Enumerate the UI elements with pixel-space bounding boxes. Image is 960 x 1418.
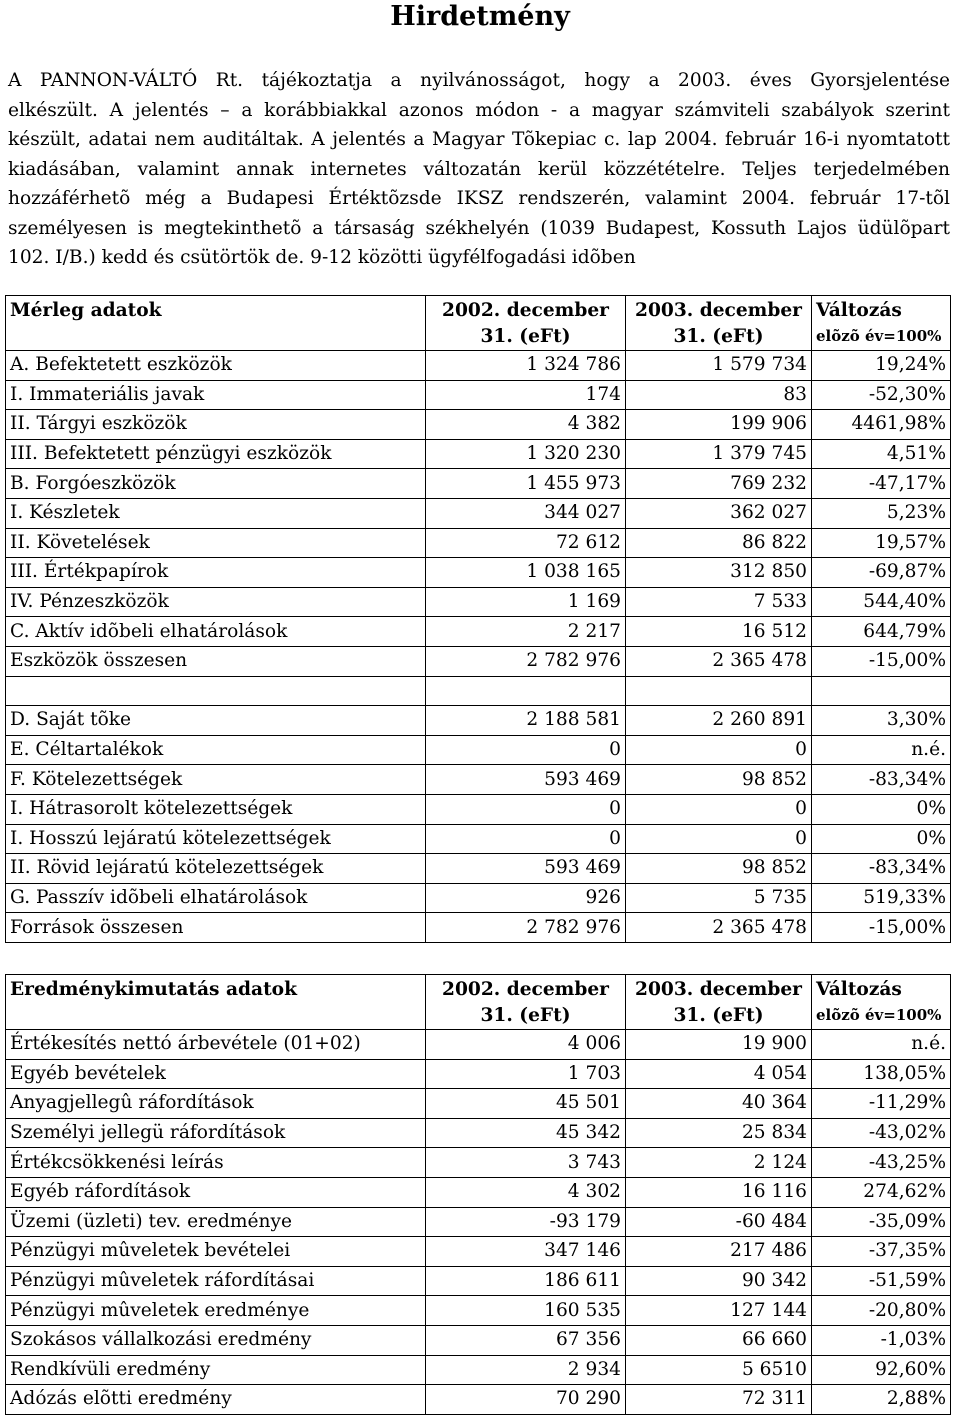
- change-percent: 4,51%: [812, 439, 951, 469]
- value-2003: [626, 676, 812, 706]
- balance-header-label: Mérleg adatok: [6, 296, 426, 351]
- value-2003: 0: [626, 794, 812, 824]
- value-2002: 72 612: [426, 528, 626, 558]
- row-label: Eszközök összesen: [6, 646, 426, 676]
- balance-header-row: [6, 296, 951, 351]
- change-percent: -51,59%: [812, 1266, 951, 1296]
- value-2003: 4 054: [626, 1059, 812, 1089]
- balance-body: [6, 351, 951, 943]
- value-2002: 160 535: [426, 1296, 626, 1326]
- change-percent: 138,05%: [812, 1059, 951, 1089]
- value-2003: 127 144: [626, 1296, 812, 1326]
- value-2002: 0: [426, 735, 626, 765]
- change-percent: 2,88%: [812, 1385, 951, 1415]
- row-label: Értékcsökkenési leírás: [6, 1148, 426, 1178]
- page-title: Hirdetmény: [390, 1, 570, 32]
- row-label: A. Befektetett eszközök: [6, 351, 426, 381]
- row-label: E. Céltartalékok: [6, 735, 426, 765]
- change-percent: 544,40%: [812, 587, 951, 617]
- value-2002: 4 006: [426, 1030, 626, 1060]
- balance-sheet-table: [5, 295, 951, 943]
- value-2003: 16 116: [626, 1177, 812, 1207]
- table-row: [6, 883, 951, 913]
- value-2002: 4 302: [426, 1177, 626, 1207]
- value-2003: 25 834: [626, 1118, 812, 1148]
- value-2002: 1 038 165: [426, 558, 626, 588]
- balance-header-2003: [626, 296, 812, 351]
- balance-header-2003-line1: 2003. december: [635, 300, 802, 321]
- change-percent: 19,24%: [812, 351, 951, 381]
- change-percent: 644,79%: [812, 617, 951, 647]
- row-label: III. Befektetett pénzügyi eszközök: [6, 439, 426, 469]
- change-percent: -20,80%: [812, 1296, 951, 1326]
- row-label: Pénzügyi mûveletek eredménye: [6, 1296, 426, 1326]
- value-2002: 1 703: [426, 1059, 626, 1089]
- income-header-change-line1: Változás: [816, 979, 902, 1000]
- row-label: F. Kötelezettségek: [6, 765, 426, 795]
- income-header-2002: [426, 975, 626, 1030]
- value-2002: 1 169: [426, 587, 626, 617]
- table-row: [6, 469, 951, 499]
- value-2003: 2 365 478: [626, 646, 812, 676]
- value-2002: 45 342: [426, 1118, 626, 1148]
- value-2002: 2 782 976: [426, 913, 626, 943]
- row-label: B. Forgóeszközök: [6, 469, 426, 499]
- row-label: Pénzügyi mûveletek bevételei: [6, 1237, 426, 1267]
- income-header-2002-line1: 2002. december: [442, 979, 609, 1000]
- value-2002: [426, 676, 626, 706]
- change-percent: 3,30%: [812, 706, 951, 736]
- intro-line: készült, adatai nem auditáltak. A jelentés a Magyar Tõkepiac c. lap 2004. február 16-i nyomtatott: [8, 129, 950, 150]
- table-row: [6, 1266, 951, 1296]
- row-label: Adózás elõtti eredmény: [6, 1385, 426, 1415]
- value-2003: 98 852: [626, 765, 812, 795]
- intro-line: személyesen is megtekinthetõ a társaság székhelyén (1039 Budapest, Kossuth Lajos üdülõpart: [8, 217, 950, 239]
- value-2002: 4 382: [426, 410, 626, 440]
- row-label: C. Aktív idõbeli elhatárolások: [6, 617, 426, 647]
- table-row: [6, 646, 951, 676]
- row-label: Egyéb ráfordítások: [6, 1177, 426, 1207]
- value-2003: 199 906: [626, 410, 812, 440]
- row-label: D. Saját tõke: [6, 706, 426, 736]
- row-label: I. Hátrasorolt kötelezettségek: [6, 794, 426, 824]
- change-percent: -52,30%: [812, 380, 951, 410]
- table-row: [6, 528, 951, 558]
- income-header-2002-line2: 31. (eFt): [480, 1005, 571, 1026]
- balance-header-change-line2: elõzõ év=100%: [816, 327, 942, 345]
- balance-header-change-line1: Változás: [816, 300, 902, 321]
- intro-line: A PANNON-VÁLTÓ Rt. tájékoztatja a nyilvánosságot, hogy a 2003. éves Gyorsjelentése: [8, 70, 950, 91]
- balance-header-2002-line2: 31. (eFt): [480, 326, 571, 347]
- change-percent: -43,25%: [812, 1148, 951, 1178]
- value-2003: 5 735: [626, 883, 812, 913]
- table-row: [6, 617, 951, 647]
- change-percent: -69,87%: [812, 558, 951, 588]
- table-row: [6, 1325, 951, 1355]
- table-row: [6, 1177, 951, 1207]
- value-2002: 186 611: [426, 1266, 626, 1296]
- income-header-change: [812, 975, 951, 1030]
- row-label: III. Értékpapírok: [6, 558, 426, 588]
- value-2003: 2 365 478: [626, 913, 812, 943]
- value-2003: 19 900: [626, 1030, 812, 1060]
- change-percent: -15,00%: [812, 913, 951, 943]
- value-2002: 0: [426, 794, 626, 824]
- value-2002: 1 324 786: [426, 351, 626, 381]
- value-2003: -60 484: [626, 1207, 812, 1237]
- table-row: [6, 1118, 951, 1148]
- table-row: [6, 410, 951, 440]
- change-percent: -47,17%: [812, 469, 951, 499]
- value-2002: 3 743: [426, 1148, 626, 1178]
- value-2003: 217 486: [626, 1237, 812, 1267]
- value-2002: 344 027: [426, 498, 626, 528]
- change-percent: 19,57%: [812, 528, 951, 558]
- intro-line: kiadásában, valamint annak internetes változatán kerül közzétételre. Teljes terjedelmében: [8, 158, 950, 180]
- value-2002: 593 469: [426, 765, 626, 795]
- income-statement-table: [5, 974, 951, 1415]
- income-header-change-line2: elõzõ év=100%: [816, 1006, 942, 1024]
- change-percent: 274,62%: [812, 1177, 951, 1207]
- value-2002: 67 356: [426, 1325, 626, 1355]
- balance-header-change: [812, 296, 951, 351]
- table-row: [6, 1296, 951, 1326]
- intro-line: elkészült. A jelentés – a korábbiakkal azonos módon - a magyar számviteli szabályok szerint: [8, 99, 950, 121]
- value-2002: 593 469: [426, 854, 626, 884]
- row-label: Üzemi (üzleti) tev. eredménye: [6, 1207, 426, 1237]
- row-label: II. Tárgyi eszközök: [6, 410, 426, 440]
- table-row: [6, 1355, 951, 1385]
- value-2002: 174: [426, 380, 626, 410]
- value-2003: 86 822: [626, 528, 812, 558]
- value-2003: 72 311: [626, 1385, 812, 1415]
- table-row: [6, 854, 951, 884]
- table-row: [6, 765, 951, 795]
- value-2003: 40 364: [626, 1089, 812, 1119]
- change-percent: n.é.: [812, 1030, 951, 1060]
- value-2002: 1 320 230: [426, 439, 626, 469]
- intro-line: 102. I/B.) kedd és csütörtök de. 9-12 közötti ügyfélfogadási idõben: [8, 247, 636, 268]
- value-2002: 0: [426, 824, 626, 854]
- row-label: Források összesen: [6, 913, 426, 943]
- row-label: [6, 676, 426, 706]
- value-2002: 70 290: [426, 1385, 626, 1415]
- table-row: [6, 1059, 951, 1089]
- row-label: II. Követelések: [6, 528, 426, 558]
- row-label: Személyi jellegü ráfordítások: [6, 1118, 426, 1148]
- income-header-row: [6, 975, 951, 1030]
- row-label: II. Rövid lejáratú kötelezettségek: [6, 854, 426, 884]
- row-label: I. Készletek: [6, 498, 426, 528]
- value-2003: 98 852: [626, 854, 812, 884]
- change-percent: -35,09%: [812, 1207, 951, 1237]
- balance-header-2002-line1: 2002. december: [442, 300, 609, 321]
- value-2003: 7 533: [626, 587, 812, 617]
- table-row: [6, 558, 951, 588]
- value-2003: 83: [626, 380, 812, 410]
- change-percent: -83,34%: [812, 765, 951, 795]
- table-row: [6, 1385, 951, 1415]
- change-percent: 5,23%: [812, 498, 951, 528]
- balance-header-2003-line2: 31. (eFt): [673, 326, 764, 347]
- row-label: Értékesítés nettó árbevétele (01+02): [6, 1030, 426, 1060]
- value-2003: 90 342: [626, 1266, 812, 1296]
- table-row: [6, 1030, 951, 1060]
- table-row: [6, 706, 951, 736]
- value-2003: 312 850: [626, 558, 812, 588]
- table-row: [6, 380, 951, 410]
- change-percent: 92,60%: [812, 1355, 951, 1385]
- value-2003: 0: [626, 735, 812, 765]
- table-row: [6, 1089, 951, 1119]
- income-header-2003-line1: 2003. december: [635, 979, 802, 1000]
- change-percent: -43,02%: [812, 1118, 951, 1148]
- value-2002: 2 782 976: [426, 646, 626, 676]
- value-2002: 2 934: [426, 1355, 626, 1385]
- value-2003: 769 232: [626, 469, 812, 499]
- row-label: Egyéb bevételek: [6, 1059, 426, 1089]
- row-label: Szokásos vállalkozási eredmény: [6, 1325, 426, 1355]
- table-row: [6, 351, 951, 381]
- row-label: Pénzügyi mûveletek ráfordításai: [6, 1266, 426, 1296]
- value-2003: 2 260 891: [626, 706, 812, 736]
- value-2003: 0: [626, 824, 812, 854]
- change-percent: -1,03%: [812, 1325, 951, 1355]
- change-percent: 0%: [812, 824, 951, 854]
- change-percent: [812, 676, 951, 706]
- value-2002: -93 179: [426, 1207, 626, 1237]
- table-row: [6, 498, 951, 528]
- intro-paragraph: [8, 66, 950, 273]
- value-2002: 45 501: [426, 1089, 626, 1119]
- value-2002: 1 455 973: [426, 469, 626, 499]
- change-percent: -11,29%: [812, 1089, 951, 1119]
- table-row: [6, 676, 951, 706]
- table-row: [6, 1237, 951, 1267]
- table-row: [6, 1148, 951, 1178]
- value-2002: 926: [426, 883, 626, 913]
- change-percent: -15,00%: [812, 646, 951, 676]
- value-2003: 66 660: [626, 1325, 812, 1355]
- row-label: Anyagjellegû ráfordítások: [6, 1089, 426, 1119]
- row-label: I. Hosszú lejáratú kötelezettségek: [6, 824, 426, 854]
- value-2003: 2 124: [626, 1148, 812, 1178]
- balance-header-2002: [426, 296, 626, 351]
- value-2003: 5 6510: [626, 1355, 812, 1385]
- table-row: [6, 794, 951, 824]
- income-header-2003: [626, 975, 812, 1030]
- value-2002: 2 188 581: [426, 706, 626, 736]
- value-2003: 1 579 734: [626, 351, 812, 381]
- intro-line: hozzáférhetõ még a Budapesi Értéktõzsde IKSZ rendszerén, valamint 2004. február 17-tõl: [8, 188, 950, 209]
- value-2003: 362 027: [626, 498, 812, 528]
- value-2002: 2 217: [426, 617, 626, 647]
- value-2003: 16 512: [626, 617, 812, 647]
- table-row: [6, 824, 951, 854]
- row-label: G. Passzív idõbeli elhatárolások: [6, 883, 426, 913]
- table-row: [6, 1207, 951, 1237]
- value-2002: 347 146: [426, 1237, 626, 1267]
- row-label: IV. Pénzeszközök: [6, 587, 426, 617]
- table-row: [6, 913, 951, 943]
- row-label: Rendkívüli eredmény: [6, 1355, 426, 1385]
- table-row: [6, 735, 951, 765]
- row-label: I. Immateriális javak: [6, 380, 426, 410]
- change-percent: 0%: [812, 794, 951, 824]
- change-percent: -37,35%: [812, 1237, 951, 1267]
- income-header-label: Eredménykimutatás adatok: [6, 975, 426, 1030]
- change-percent: 4461,98%: [812, 410, 951, 440]
- income-body: [6, 1030, 951, 1415]
- change-percent: n.é.: [812, 735, 951, 765]
- table-row: [6, 587, 951, 617]
- income-header-2003-line2: 31. (eFt): [673, 1005, 764, 1026]
- table-row: [6, 439, 951, 469]
- change-percent: -83,34%: [812, 854, 951, 884]
- value-2003: 1 379 745: [626, 439, 812, 469]
- change-percent: 519,33%: [812, 883, 951, 913]
